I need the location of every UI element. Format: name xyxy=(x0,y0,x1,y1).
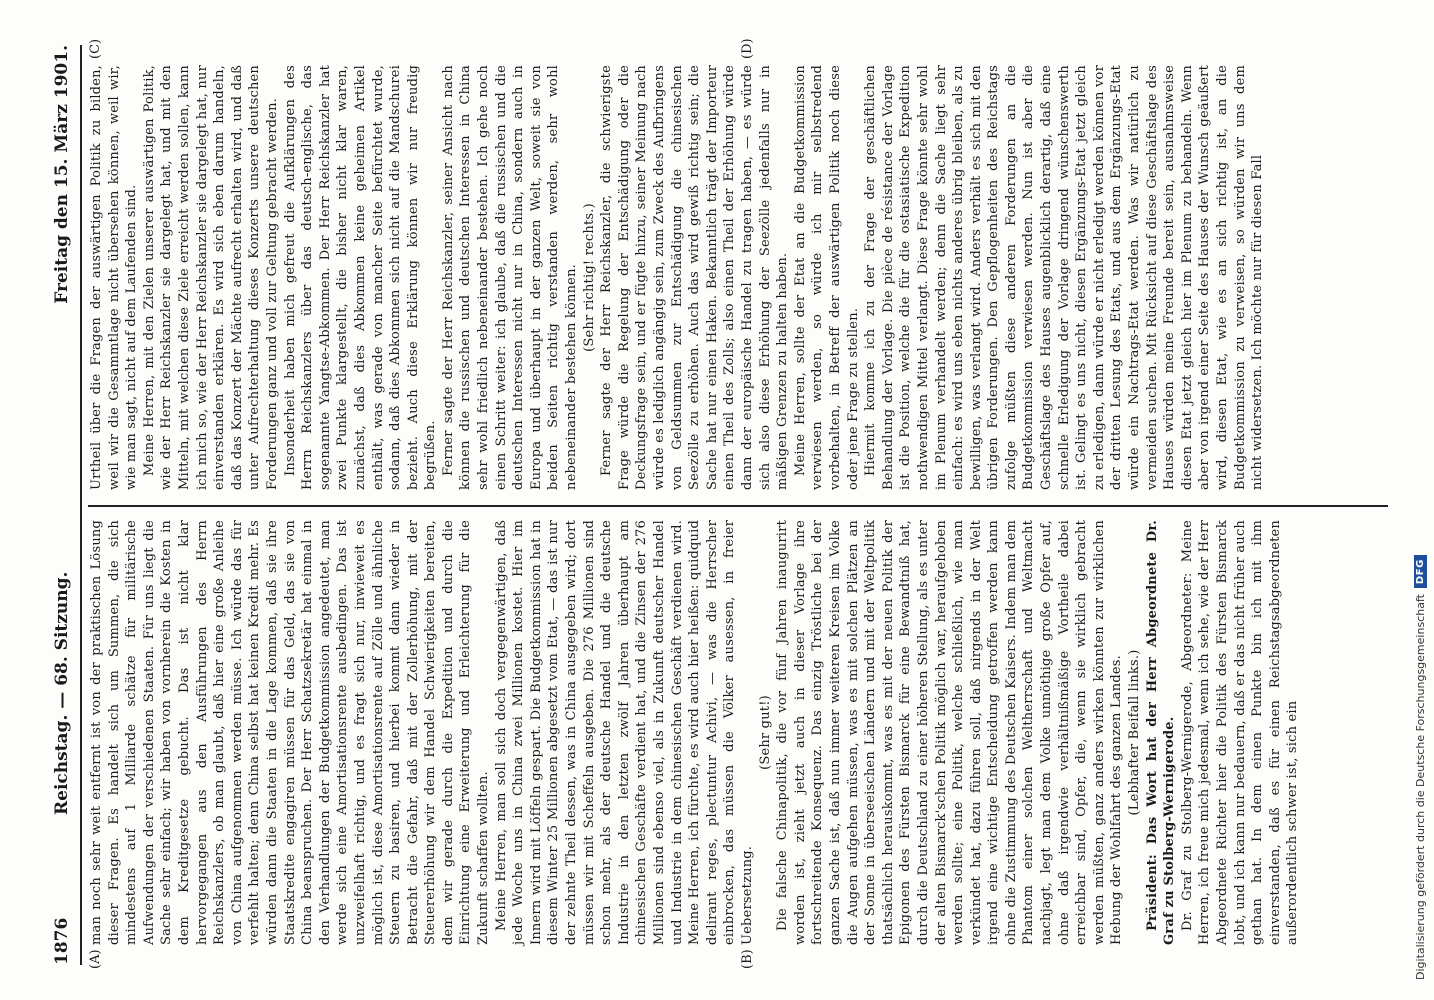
page-header xyxy=(48,45,78,965)
rotated-document-page xyxy=(40,25,1420,985)
credit-text: Digitalisierung gefördert durch die Deutsche Forschungsgemeinschaft xyxy=(1413,594,1427,980)
digitization-credit xyxy=(1410,0,1430,980)
margin-marker-d: (D) xyxy=(740,38,755,59)
paragraph: Ferner sagte der Herr Reichskanzler, seiner Ansicht nach können die russischen und deutschen Interessen in China sehr wohl friedlich nebeneinander bestehen. Ich gehe noch einen Schritt weiter: ich glaube, daß die russischen und die deutschen Interessen nicht nur in China, sondern auch in Europa und überhaupt in der ganzen Welt, soweit sie von beiden Seiten richtig verstanden werden, sehr wohl nebeneinander bestehen können. xyxy=(440,65,580,490)
paragraph: man noch sehr weit entfernt ist von der praktischen Lösung dieser Fragen. Es handelt sich um Summen, die sich mindestens auf 1 Milliarde schätze für militärische Aufwendungen der verschiedenen Staaten. Für uns liegt die Sache sehr einfach; wir haben von vornherein die Kosten in dem Kreditgesetze gebucht. Das ist nicht klar hervorgegangen aus den Ausführungen des Herrn Reichskanzlers, ob man glaubt, daß hier eine große Anleihe von China aufgenommen werden müsse. Ich würde das für verfehlt halten; denn China selbst hat keinen Kredit mehr. Es würden dann die Staaten in die Lage kommen, daß sie ihre Staatskredite engagiren müssen für das Geld, das sie von China beanspruchen. Der Herr Schatzsekretär hat einmal in den Verhandlungen der Budgetkommission angedeutet, man werde sich eine Amortisationsrente ausbedingen. Das ist unzweifelhaft richtig, und es fragt sich nur, inwieweit es möglich ist, diese Amortisationsrente auf Zölle und ähnliche Steuern zu basiren, und hierbei kommt dann wieder in Betracht die Gefahr, daß mit der Zollerhöhung, mit der Steuererhöhung wir dem Handel Schwierigkeiten bereiten, dem wir gerade durch die Expedition und durch die Einrichtung eine Erweiterung und Erleichterung für die Zukunft schaffen wollten. xyxy=(89,520,492,945)
paragraph: Die falsche Chinapolitik, die vor fünf Jahren inaugurirt worden ist, zieht jetzt auch in dieser Vorlage ihre fortschreitende Konsequenz. Das einzig Tröstliche bei der ganzen Sache ist, daß nun immer weiteren Kreisen im Volke die Augen aufgehen müssen, was es mit solchen Plätzen an der Sonne in überseeischen Ländern und mit der Weltpolitik thatsächlich herauskommt, was es mit der neuen Politik der Epigonen des Fürsten Bismarck für eine Bewandtniß hat, durch die Deutschland zu einer höheren Stellung, als es unter der alten Bismarck'schen Politik möglich war, heraufgehoben werden sollte; eine Politik, welche schließlich, wie man verkündet hat, dazu führen soll, daß nirgends in der Welt irgend eine wichtige Entscheidung getroffen werden kann ohne die Zustimmung des Deutschen Kaisers. Indem man dem Phantom einer solchen Weltherrschaft und Weltmacht nachjagt, legt man dem Volke unnöthige große Opfer auf, ohne daß irgendwie verhältnißmäßige Vortheile dabei erreichbar sind, Opfer, die, wenn sie wirklich gebracht werden müßten, ganz anders wirken könnten zur wirklichen Hebung der Wohlfahrt des ganzen Landes. xyxy=(775,520,1125,945)
interjection: (Sehr richtig! rechts.) xyxy=(581,203,597,352)
text-column-left xyxy=(88,520,1302,945)
paragraph: Insonderheit haben mich gefreut die Aufklärungen des Herrn Reichskanzlers über das deutsch-englische, das sogenannte Yangtse-Abkommen. Der Herr Reichskanzler hat zwei Punkte klargestellt, die bisher nicht klar waren, zunächst, daß dies Abkommen keine geheimen Artikel enthält, was gerade von mancher Seite befürchtet wurde, sodann, daß dies Abkommen sich nicht auf die Mandschurei bezieht. Auch diese Erklärung können wir nur freudig begrüßen. xyxy=(282,65,439,490)
paragraph: Meine Herren, mit den Zielen unserer auswärtigen Politik, wie der Herr Reichskanzler sie dargelegt hat, und mit den Mitteln, mit welchen diese Ziele erreicht werden sollen, kann ich mich so, wie der Herr Reichskanzler sie dargelegt hat, nur einverstanden erklären. Es wird sich eben darum handeln, daß das Konzert der Mächte aufrecht erhalten wird, und daß unter Aufrechterhaltung dieses Konzerts unsere deutschen Forderungen ganz und voll zur Geltung gebracht werden. xyxy=(141,65,280,490)
paragraph: Dr. Graf zu Stolberg-Wernigerode, Abgeordneter: Meine Herren, ich freue mich jedesmal, wenn ich sehe, wie der Herr Abgeordnete Richter hier die Politik des Fürsten Bismarck lobt, und ich kann nur bedauern, daß er das nicht früher auch gethan hat. In dem einen Punkte bin ich mit ihm einverstanden, daß es für einen Reichstagsabgeordneten außerordentlich schwer ist, sich ein xyxy=(1179,520,1301,945)
speaker-announcement: Präsident: Das Wort hat der Herr Abgeordnete Dr. Graf zu Stolberg-Wernigerode. xyxy=(1144,520,1178,945)
paragraph: Meine Herren, sollte der Etat an die Budgetkommission verwiesen werden, so würde ich mir selbstredend vorbehalten, in Betreff der auswärtigen Politik noch diese oder jene Frage zu stellen. xyxy=(792,65,861,490)
text-column-right xyxy=(88,65,1267,490)
margin-marker-a: (A) xyxy=(88,949,103,969)
dfg-logo: DFG xyxy=(1414,555,1427,588)
paragraph: Ferner sagte der Herr Reichskanzler, die schwierigste Frage würde die Regelung der Entschädigung oder die Deckungsfrage sein, und er fügte hinzu, seiner Meinung nach würde es lediglich angängig sein, zum Zweck des Aufbringens von Geldsummen zur Entschädigung die chinesischen Seezölle zu erhöhen. Auch das wird gewiß richtig sein; die Sache hat nur einen Haken. Bekanntlich trägt der Importeur einen Theil des Zolls; also einen Theil der Erhöhung würde dann der europäische Handel zu tragen haben, — es würde sich also diese Erhöhung der Seezölle jedenfalls nur in mäßigen Grenzen zu halten haben. xyxy=(599,65,791,490)
header-rule xyxy=(80,45,82,965)
page-number: 1876 xyxy=(52,917,72,965)
margin-marker-c: (C) xyxy=(88,38,103,59)
column-divider xyxy=(88,505,1388,507)
interjection: (Sehr gut!) xyxy=(757,695,773,770)
paragraph: Hiermit komme ich zu der Frage der geschäftlichen Behandlung der Vorlage. Die pièce de résistance der Vorlage ist die Position, welche die für die ostasiatische Expedition nothwendigen Mittel verlangt. Diese Frage könnte sehr wohl im Plenum verhandelt werden; denn die Sache liegt sehr einfach: es wird uns eben nichts anderes übrig bleiben, als zu bewilligen, was verlangt wird. Anders verhält es sich mit den übrigen Forderungen. Den Gepflogenheiten des Reichstags zufolge müßten diese anderen Forderungen an die Budgetkommission verwiesen werden. Nun ist aber die Geschäftslage des Hauses augenblicklich derartig, daß eine schnelle Erledigung der Vorlage dringend wünschenswerth ist. Gelingt es uns nicht, diesen Ergänzungs-Etat jetzt gleich zu erledigen, dann würde er nicht erledigt werden können vor der dritten Lesung des Etats, und aus dem Ergänzungs-Etat würde ein Nachtrags-Etat werden. Was wir natürlich zu vermeiden suchen. Mit Rücksicht auf diese Geschäftslage des Hauses würden meine Freunde bereit sein, ausnahmsweise diesen Etat jetzt gleich hier im Plenum zu behandeln. Wenn aber von irgend einer Seite des Hauses der Wunsch geäußert wird, diesen Etat, wie es an sich richtig ist, an die Budgetkommission zu verweisen, so würden wir uns dem nicht widersetzen. Ich möchte nur für diesen Fall xyxy=(863,65,1266,490)
session-title: Reichstag. — 68. Sitzung. xyxy=(52,571,72,815)
paragraph: Meine Herren, man soll sich doch vergegenwärtigen, daß jede Woche uns in China zwei Millionen kostet. Hier im Innern wird mit Löffeln gespart. Die Budgetkommission hat in diesem Winter 25 Millionen abgesetzt vom Etat, — das ist nur der zehnte Theil dessen, was in China ausgegeben wird; dort müssen wir mit Scheffeln ausgeben. Die 276 Millionen sind schon mehr, als der deutsche Handel und die deutsche Industrie in den letzten zwölf Jahren überhaupt am chinesischen Geschäfte verdient hat, und die Zinsen der 276 Millionen sind ebenso viel, als in Zukunft deutscher Handel und Industrie in dem chinesischen Geschäft verdienen wird. Meine Herren, ich fürchte, es wird auch hier heißen: quidquid delirant reges, plectuntur Achivi, — was die Herrscher einbrocken, das müssen die Völker ausessen, in freier Uebersetzung. xyxy=(493,520,755,945)
margin-marker-b: (B) xyxy=(740,949,755,969)
paragraph: Urtheil über die Fragen der auswärtigen Politik zu bilden, weil wir die Gesammtlage nicht übersehen können, weil wir, wie man sagt, nicht auf dem Laufenden sind. xyxy=(89,65,140,490)
session-date: Freitag den 15. März 1901. xyxy=(52,45,72,304)
interjection: (Lebhafter Beifall links.) xyxy=(1127,649,1143,816)
